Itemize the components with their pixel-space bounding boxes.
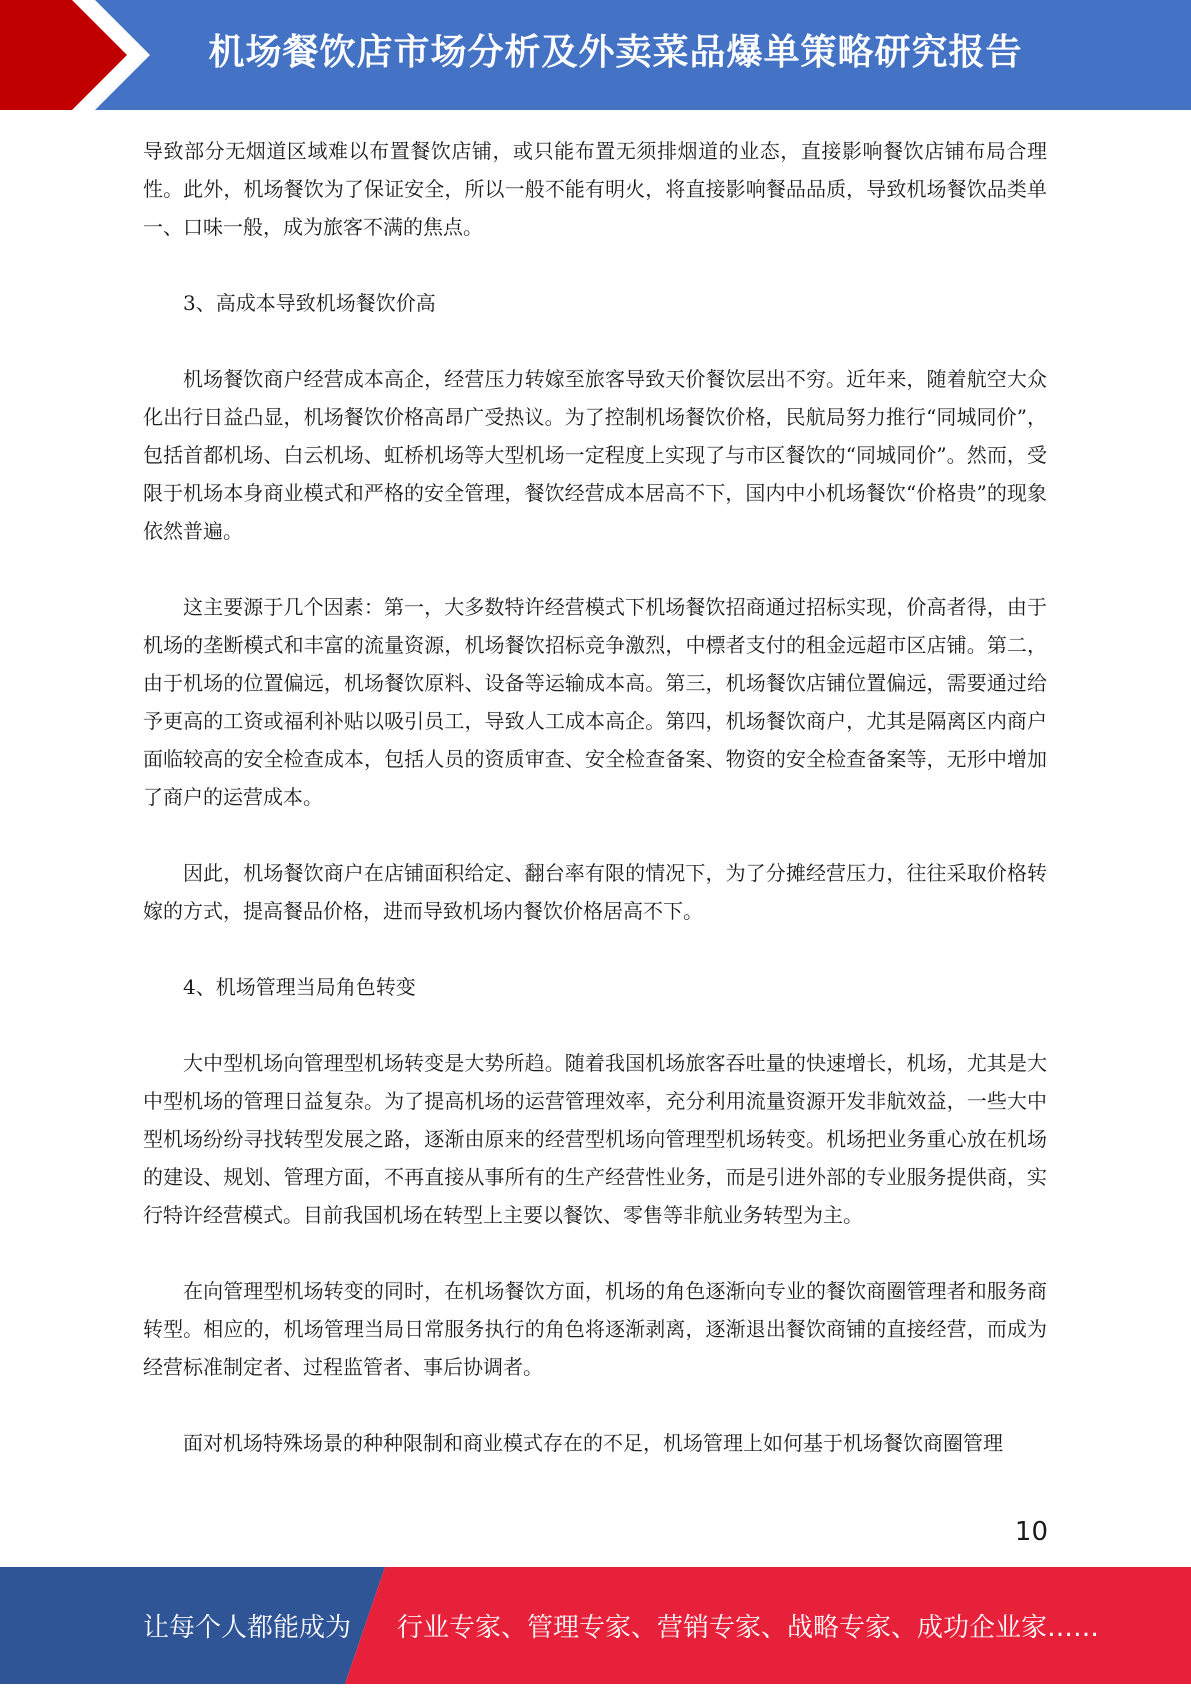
document-body bbox=[143, 132, 1047, 1500]
page-footer bbox=[0, 1567, 1191, 1684]
body-paragraph: 这主要源于几个因素：第一，大多数特许经营模式下机场餐饮招商通过招标实现，价高者得，由于机场的垄断模式和丰富的流量资源，机场餐饮招标竞争激烈，中標者支付的租金远超市区店铺。第二，由于机场的位置偏远，机场餐饮原料、设备等运输成本高。第三，机场餐饮店铺位置偏远，需要通过给予更高的工资或福利补贴以吸引员工，导致人工成本高企。第四，机场餐饮商户，尤其是隔离区内商户面临较高的安全检查成本，包括人员的资质审查、安全检查备案、物资的安全检查备案等，无形中增加了商户的运营成本。 bbox=[143, 595, 1047, 809]
page-number: 10 bbox=[1014, 1517, 1048, 1547]
body-paragraph: 机场餐饮商户经营成本高企，经营压力转嫁至旅客导致天价餐饮层出不穷。近年来，随着航空大众化出行日益凸显，机场餐饮价格高昂广受热议。为了控制机场餐饮价格，民航局努力推行“同城同价”，包括首都机场、白云机场、虹桥机场等大型机场一定程度上实现了与市区餐饮的“同城同价”。然而，受限于机场本身商业模式和严格的安全管理，餐饮经营成本居高不下，国内中小机场餐饮“价格贵”的现象依然普遍。 bbox=[143, 367, 1047, 543]
footer-slogan-right: 行业专家、管理专家、营销专家、战略专家、成功企业家…… bbox=[397, 1613, 1100, 1643]
header-arrow-icon bbox=[0, 0, 150, 110]
body-paragraph: 导致部分无烟道区域难以布置餐饮店铺，或只能布置无须排烟道的业态，直接影响餐饮店铺布局合理性。此外，机场餐饮为了保证安全，所以一般不能有明火，将直接影响餐品品质，导致机场餐饮品类单一、口味一般，成为旅客不满的焦点。 bbox=[143, 139, 1047, 239]
body-paragraph: 面对机场特殊场景的种种限制和商业模式存在的不足，机场管理上如何基于机场餐饮商圈管理 bbox=[183, 1431, 1003, 1455]
page-header bbox=[0, 0, 1191, 110]
footer-slogan-left: 让每个人都能成为 bbox=[143, 1613, 352, 1643]
body-paragraph: 大中型机场向管理型机场转变是大势所趋。随着我国机场旅客吞吐量的快速增长，机场，尤其是大中型机场的管理日益复杂。为了提高机场的运营管理效率，充分利用流量资源开发非航效益，一些大中型机场纷纷寻找转型发展之路，逐渐由原来的经营型机场向管理型机场转变。机场把业务重心放在机场的建设、规划、管理方面，不再直接从事所有的生产经营性业务，而是引进外部的专业服务提供商，实行特许经营模式。目前我国机场在转型上主要以餐饮、零售等非航业务转型为主。 bbox=[143, 1051, 1047, 1227]
section-heading: 4、机场管理当局角色转变 bbox=[183, 975, 416, 999]
section-heading: 3、高成本导致机场餐饮价高 bbox=[183, 291, 436, 315]
report-title: 机场餐饮店市场分析及外卖菜品爆单策略研究报告 bbox=[208, 32, 1023, 73]
body-paragraph: 在向管理型机场转变的同时，在机场餐饮方面，机场的角色逐渐向专业的餐饮商圈管理者和服务商转型。相应的，机场管理当局日常服务执行的角色将逐渐剥离，逐渐退出餐饮商铺的直接经营，而成为经营标准制定者、过程监管者、事后协调者。 bbox=[143, 1279, 1047, 1379]
body-paragraph: 因此，机场餐饮商户在店铺面积给定、翻台率有限的情况下，为了分摊经营压力，往往采取价格转嫁的方式，提高餐品价格，进而导致机场内餐饮价格居高不下。 bbox=[143, 861, 1047, 923]
